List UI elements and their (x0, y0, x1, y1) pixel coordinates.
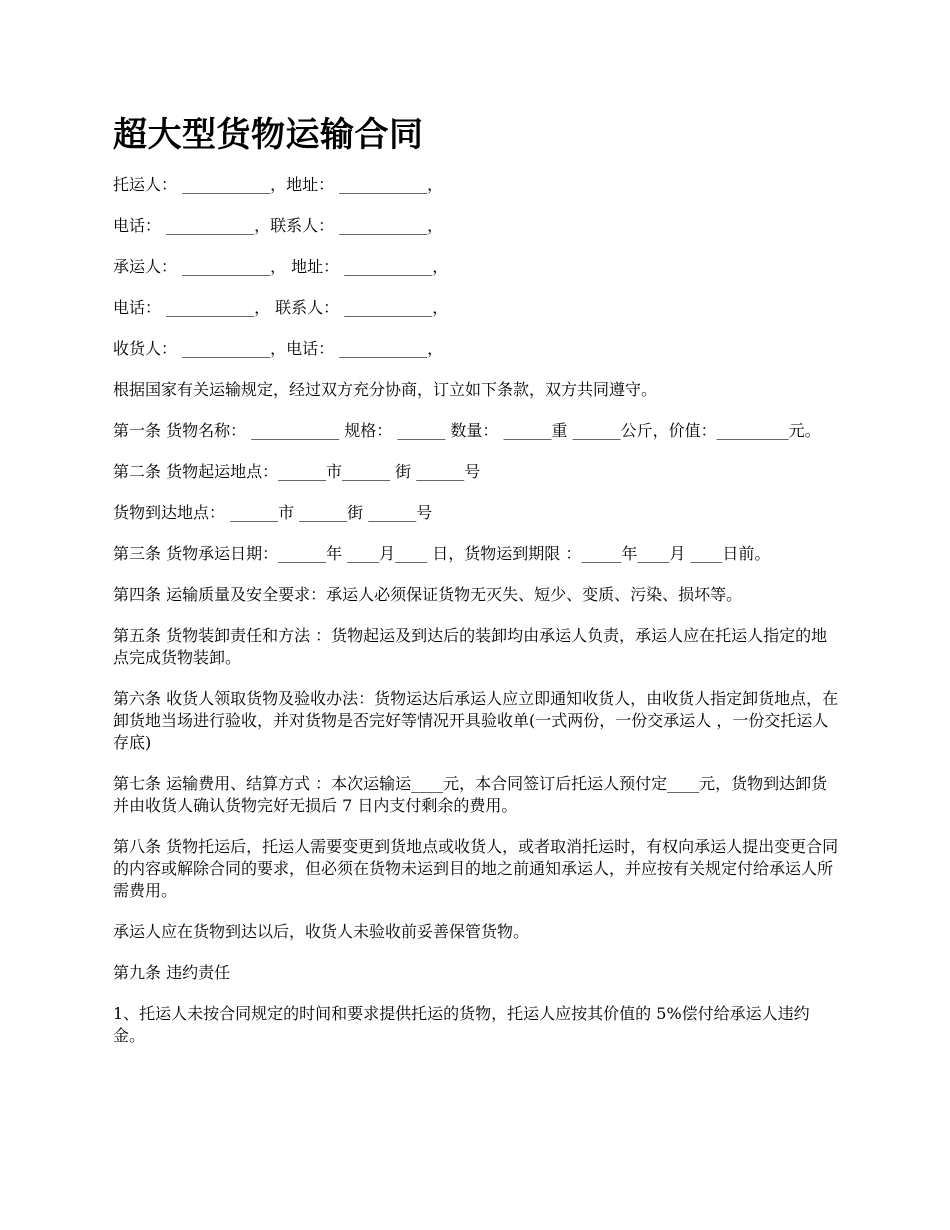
consignee-line: 收货人： ___________，电话： ___________， (113, 339, 444, 358)
document-title: 超大型货物运输合同 (113, 115, 424, 155)
article-2-paragraph: 第二条 货物起运地点：______市______ 街 ______号 (113, 462, 481, 481)
article-1-paragraph: 第一条 货物名称： ___________ 规格： ______ 数量： ______重 ______公斤，价值：_________元。 (113, 421, 821, 440)
document-page (113, 112, 840, 1066)
carrier-line: 承运人： ___________， 地址： ___________， (113, 257, 449, 276)
destination-paragraph: 货物到达地点： ______市 ______街 ______号 (113, 503, 433, 522)
article-7-paragraph: 第七条 运输费用、结算方式 ：本次运输运____元，本合同签订后托运人预付定____元，货物到达卸货并由收货人确认货物完好无损后 7 日内支付剩余的费用。 (113, 774, 828, 815)
article-5-paragraph: 第五条 货物装卸责任和方法 ：货物起运及到达后的装卸均由承运人负责，承运人应在托运人指定的地点完成货物装卸。 (113, 626, 828, 667)
custody-paragraph: 承运人应在货物到达以后，收货人未验收前妥善保管货物。 (113, 922, 530, 941)
article-3-paragraph: 第三条 货物承运日期：______年 ____月____ 日，货物运到期限 ：_____年____月 ____日前。 (113, 544, 771, 563)
article-8-paragraph: 第八条 货物托运后，托运人需要变更到货地点或收货人，或者取消托运时，有权向承运人提出变更合同的内容或解除合同的要求，但必须在货物未运到目的地之前通知承运人，并应按有关规定付给承运人所需费用。 (113, 837, 839, 900)
shipper-contact-line: 电话： ___________，联系人： ___________， (113, 216, 444, 235)
liability-item-1: 1、托运人未按合同规定的时间和要求提供托运的货物，托运人应按其价值的 5%偿付给承运人违约金。 (113, 1004, 810, 1045)
article-4-paragraph: 第四条 运输质量及安全要求：承运人必须保证货物无灭失、短少、变质、污染、损坏等。 (113, 585, 743, 604)
carrier-contact-line: 电话： ___________， 联系人： ___________， (113, 298, 449, 317)
preamble-paragraph: 根据国家有关运输规定，经过双方充分协商，订立如下条款，双方共同遵守。 (113, 380, 658, 399)
article-6-paragraph: 第六条 收货人领取货物及验收办法：货物运达后承运人应立即通知收货人，由收货人指定卸货地点，在卸货地当场进行验收，并对货物是否完好等情况开具验收单(一式两份，一份交承运人 ，一份交托运人存底) (113, 689, 839, 752)
shipper-line: 托运人： ___________，地址： ___________， (113, 175, 444, 194)
article-9-heading: 第九条 违约责任 (113, 963, 231, 982)
